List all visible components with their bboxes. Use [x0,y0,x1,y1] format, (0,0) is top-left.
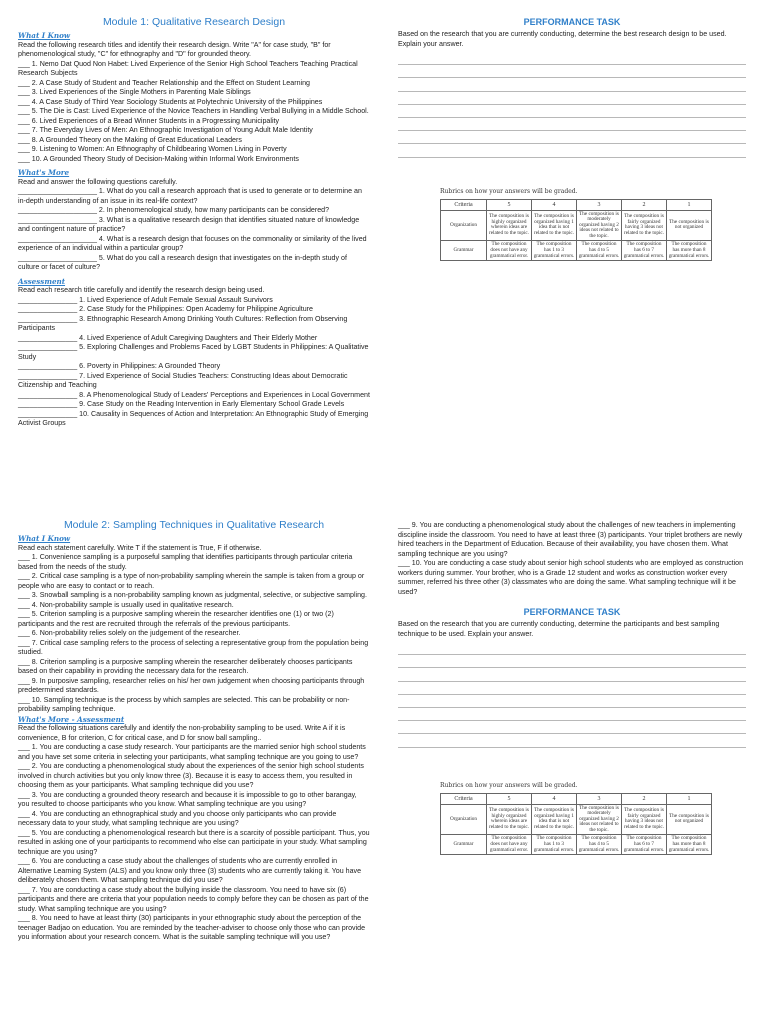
list-item: ___ 9. In purposive sampling, researcher relies on his/ her own judgement when choosing participants through predetermined standards. [18,676,365,694]
list-item: _______________ 6. Poverty in Philippines: A Grounded Theory [18,362,221,370]
what-i-know-heading: What I Know [18,31,71,40]
list-item: ___ 5. You are conducting a phenomenological research but there is a scarcity of possible participant. Thus, you resulted in asking one of your participants to recommend who else can participate in your study. What sampling technique are you using? [18,828,370,856]
list-item: ___ 9. Listening to Women: An Ethnography of Childbearing Women Living in Poverty [18,145,287,153]
whats-more-assessment-heading: What's More - Assessment [18,714,125,724]
rubric-cell: The composition has 6 to 7 grammatical errors. [622,241,667,261]
rubric-header: 4 [532,793,577,804]
list-item: ___ 9. You are conducting a phenomenological study about the challenges of new teachers in implementing discipline inside the classroom. You need to have at least three (3) participants. Your triplet brothers are newly hired teachers in the Department of Education. Because of their availability, you have chosen them. What sampling technique are you using? [398,521,743,558]
rubric-cell: The composition has 4 to 5 grammatical errors. [577,241,622,261]
rubric-header: 3 [577,199,622,210]
answer-line[interactable] [398,734,746,747]
performance-task-text: Based on the research that you are currently conducting, determine the best research design to be used. Explain your answer. [398,30,727,48]
rubric-header: 5 [487,793,532,804]
rubric-cell: The composition is organized having 1 idea that is not related to the topic. [532,804,577,835]
answer-line[interactable] [398,144,746,157]
rubric-cell: The composition is not organized [667,210,712,241]
answer-line[interactable] [398,78,746,91]
module-1-section [0,0,768,500]
list-item: ___ 6. You are conducting a case study about the challenges of students who are currently enrolled in Alternative Learning System (ALS) and you know only three (3) students who are currently taking it. You have deliberately chosen them. What sampling technique did you use? [18,857,362,884]
rubric-cell: The composition has 6 to 7 grammatical errors. [622,835,667,855]
rubric-table [440,793,712,856]
whats-more-instructions: Read and answer the following questions carefully. [18,177,178,186]
list-item: ___ 3. Lived Experiences of the Single Mothers in Parenting Male Siblings [18,88,251,96]
rubric-header: 2 [622,199,667,210]
answer-line[interactable] [398,642,746,655]
rubric-table [440,199,712,262]
rubric-cell: The composition does not have any grammatical error. [487,241,532,261]
rubric-caption: Rubrics on how your answers will be graded. [440,187,578,195]
list-item: ___ 6. Non-probability relies solely on the judgement of the researcher. [18,629,241,637]
rubric-block [440,782,746,856]
performance-task-title: PERFORMANCE TASK [523,17,621,27]
list-item: _______________ 2. Case Study for the Philippines: Open Academy for Philippine Agriculture [18,305,313,313]
answer-lines[interactable] [398,642,746,748]
list-item: ___ 5. The Die is Cast: Lived Experience of the Novice Teachers in Handling Verbal Bullying in a Middle School. [18,107,369,115]
rubric-criteria: Organization [441,210,487,241]
list-item: ___ 10. Sampling technique is the process by which samples are selected. This can be probability or non-probability sampling technique. [18,695,350,713]
module-2-title: Module 2: Sampling Techniques in Qualitative Research [63,519,325,531]
list-item: _______________ 8. A Phenomenological Study of Leaders' Perceptions and Experiences in Local Government [18,390,370,399]
answer-line[interactable] [398,131,746,144]
list-item: ___ 3. Snowball sampling is a non-probability sampling known as judgmental, selective, or subjective sampling. [18,591,367,599]
answer-line[interactable] [398,52,746,65]
list-item: ___ 1. You are conducting a case study research. Your participants are the married senior high school students and you have set some criteria in selecting your participants, what sampling technique are you going to use? [18,743,366,761]
rubric-cell: The composition is fairly organized having 3 ideas not related to the topic. [622,210,667,241]
list-item: ___ 8. A Grounded Theory on the Making of Great Educational Leaders [18,135,242,144]
list-item: ___ 1. Convenience sampling is a purposeful sampling that identifies participants through particular criteria based from the needs of the study. [18,553,353,571]
list-item: _______________ 9. Case Study on the Reading Intervention in Early Elementary School Grade Levels [18,400,345,408]
module-1-right-column [398,17,746,261]
rubric-cell: The composition is fairly organized having 3 ideas not related to the topic. [622,804,667,835]
rubric-cell: The composition is moderately organized having 2 ideas not related to the topic. [577,804,622,835]
rubric-cell: The composition does not have any grammatical error. [487,835,532,855]
rubric-cell: The composition has 1 to 3 grammatical errors. [532,835,577,855]
rubric-header: 4 [532,199,577,210]
list-item: ___ 3. You are conducting a grounded theory research and because it is impossible to go to other barangay, you resulted to choose participants who you know. What sampling technique are you using? [18,790,357,808]
list-item: ___ 5. Criterion sampling is a purposive sampling wherein the researcher identifies one (1) or two (2) participants and the rest are recruited through the referrals of the previous participants. [18,610,334,628]
rubric-cell: The composition is not organized [667,804,712,835]
rubric-row [441,835,712,855]
performance-task-text: Based on the research that you are currently conducting, determine the participants and best sampling technique to be used. Explain your answer. [398,620,720,638]
list-item: ___ 10. A Grounded Theory Study of Decision-Making within Informal Work Environments [18,154,299,163]
whats-more-instructions: Read the following situations carefully and identify the non-probability sampling to be used. Write A if it is convenience, B for criterion, C for critical case, and D for snow ball sampling.. [18,724,346,742]
assessment-heading: Assessment [18,276,66,286]
rubric-header: 1 [667,793,712,804]
list-item: _______________ 5. Exploring Challenges and Problems Faced by LGBT Students in Philippines: A Qualitative Study [18,343,369,361]
answer-line[interactable] [398,92,746,105]
answer-line[interactable] [398,682,746,695]
what-i-know-heading: What I Know [18,534,71,543]
rubric-criteria: Organization [441,804,487,835]
list-item: ___ 4. Non-probability sample is usually used in qualitative research. [18,600,234,609]
list-item: ___ 2. You are conducting a phenomenological study about the experiences of the senior high school students involved in church activities but you only know three (3). Because it is easy to access them, you resulted in choosing them as your participants. What sampling technique did you use? [18,762,364,789]
list-item: _______________ 4. Lived Experience of Adult Caregiving Daughters and Their Elderly Mother [18,333,318,342]
module-2-section [0,512,768,1024]
rubric-header: 1 [667,199,712,210]
whats-more-list [18,187,370,273]
rubric-block [440,188,746,262]
list-item: ___ 4. A Case Study of Third Year Sociology Students at Polytechnic University of the Philippines [18,97,323,106]
rubric-caption: Rubrics on how your answers will be graded. [440,781,578,789]
module-2-left-column [18,519,370,943]
list-item: ____________________ 4. What is a research design that focuses on the commonality or similarity of the lived experience of an individual within a particular group? [18,234,367,252]
performance-task-title: PERFORMANCE TASK [523,607,621,617]
list-item: ____________________ 3. What is a qualitative research design that identifies situated nature of knowledge and contingent nature of practice? [18,215,360,233]
list-item: ___ 7. The Everyday Lives of Men: An Ethnographic Investigation of Young Adult Male Identity [18,126,313,134]
whats-more-list-continued [398,521,746,597]
rubric-cell: The composition is moderately organized having 2 ideas not related to the topic. [577,210,622,241]
what-i-know-list [18,553,370,715]
whats-more-heading: What's More [18,168,70,177]
module-2-right-column [398,521,746,855]
rubric-criteria: Grammar [441,241,487,261]
list-item: ____________________ 2. In phenomenological study, how many participants can be considered? [18,206,330,214]
rubric-criteria: Grammar [441,835,487,855]
rubric-header: Criteria [441,793,487,804]
rubric-header: 3 [577,793,622,804]
module-1-left-column [18,16,370,429]
answer-line[interactable] [398,708,746,721]
list-item: _______________ 10. Causality in Sequences of Action and Interpretation: An Ethnographic Study of Emerging Activist Groups [18,409,369,427]
list-item: ___ 2. Critical case sampling is a type of non-probability sampling wherein the sample is taken from a group or people who are easy to contact or to reach. [18,572,365,590]
rubric-header: Criteria [441,199,487,210]
answer-line[interactable] [398,655,746,668]
what-i-know-instructions: Read the following research titles and identify their research design. Write "A" for case study, "B" for phenomenological study, "C" for ethnography and "D" for grounded theory. [18,40,331,58]
answer-line[interactable] [398,105,746,118]
answer-line[interactable] [398,721,746,734]
assessment-instructions: Read each research title carefully and identify the research design being used. [18,286,265,294]
rubric-cell: The composition has 4 to 5 grammatical errors. [577,835,622,855]
list-item: ___ 8. You need to have at least thirty (30) participants in your ethnographic study about the perception of the teenager Badjao on education. You are reminded by the teacher-adviser to choose only those who can provide you information about your research concern. What is the suitable sampling technique will you use? [18,914,366,941]
list-item: ___ 7. Critical case sampling refers to the process of selecting a representative group from the population being studied. [18,638,369,656]
rubric-cell: The composition is highly organized wherein ideas are related to the topic. [487,804,532,835]
assessment-list [18,296,370,429]
rubric-row [441,804,712,835]
list-item: ___ 8. Criterion sampling is a purposive sampling wherein the researcher deliberately chooses participants based on their capability in providing the necessary data for the research. [18,657,353,675]
list-item: ____________________ 1. What do you call a research approach that is used to generate or to determine an in-depth understanding of an issue in its real-life context? [18,187,362,205]
answer-line[interactable] [398,118,746,131]
list-item: _______________ 3. Ethnographic Research Among Drinking Youth Cultures: Reflection from Observing Participants [18,314,348,332]
list-item: ____________________ 5. What do you call a research design that investigates on the in-depth study of culture or facet of culture? [18,253,347,271]
list-item: ___ 10. You are conducting a case study about senior high school students who are employed as construction workers during summer. Your brother, who is a Grade 12 student and works as construction worker every summer, referred his three other (3) classmates who are doing the same. What sampling technique will it be used? [398,559,744,596]
list-item: ___ 2. A Case Study of Student and Teacher Relationship and the Effect on Student Learning [18,78,310,87]
rubric-row [441,210,712,241]
answer-line[interactable] [398,668,746,681]
answer-line[interactable] [398,695,746,708]
rubric-header-row [441,793,712,804]
module-1-title: Module 1: Qualitative Research Design [102,16,286,28]
list-item: _______________ 7. Lived Experience of Social Studies Teachers: Constructing Ideas about Democratic Citizenship and Teaching [18,371,348,389]
list-item: ___ 6. Lived Experiences of a Bread Winner Students in a Progressing Municipality [18,116,280,125]
list-item: _______________ 1. Lived Experience of Adult Female Sexual Assault Survivors [18,295,273,304]
rubric-header: 2 [622,793,667,804]
list-item: ___ 7. You are conducting a case study about the bullying inside the classroom. You need to have six (6) participants and there are criteria that your population needs to comply before they can be chosen as part of the study. What sampling technique are you using? [18,885,369,913]
list-item: ___ 4. You are conducting an ethnographical study and you choose only participants who can provide necessary data to your study, what sampling technique are you using? [18,809,337,827]
whats-more-list [18,743,370,943]
rubric-cell: The composition is highly organized wherein ideas are related to the topic. [487,210,532,241]
rubric-row [441,241,712,261]
answer-line[interactable] [398,65,746,78]
rubric-cell: The composition has 1 to 3 grammatical errors. [532,241,577,261]
list-item: ___ 1. Nemo Dat Quod Non Habet: Lived Experience of the Senior High School Teachers Teaching Practical Research Subjects [18,59,358,77]
rubric-cell: The composition is organized having 1 idea that is not related to the topic. [532,210,577,241]
rubric-cell: The composition has more than 8 grammatical errors. [667,241,712,261]
rubric-cell: The composition has more than 8 grammatical errors. [667,835,712,855]
what-i-know-instructions: Read each statement carefully. Write T if the statement is True, F if otherwise. [18,543,262,552]
what-i-know-list [18,60,370,165]
rubric-header: 5 [487,199,532,210]
rubric-header-row [441,199,712,210]
answer-lines[interactable] [398,52,746,158]
